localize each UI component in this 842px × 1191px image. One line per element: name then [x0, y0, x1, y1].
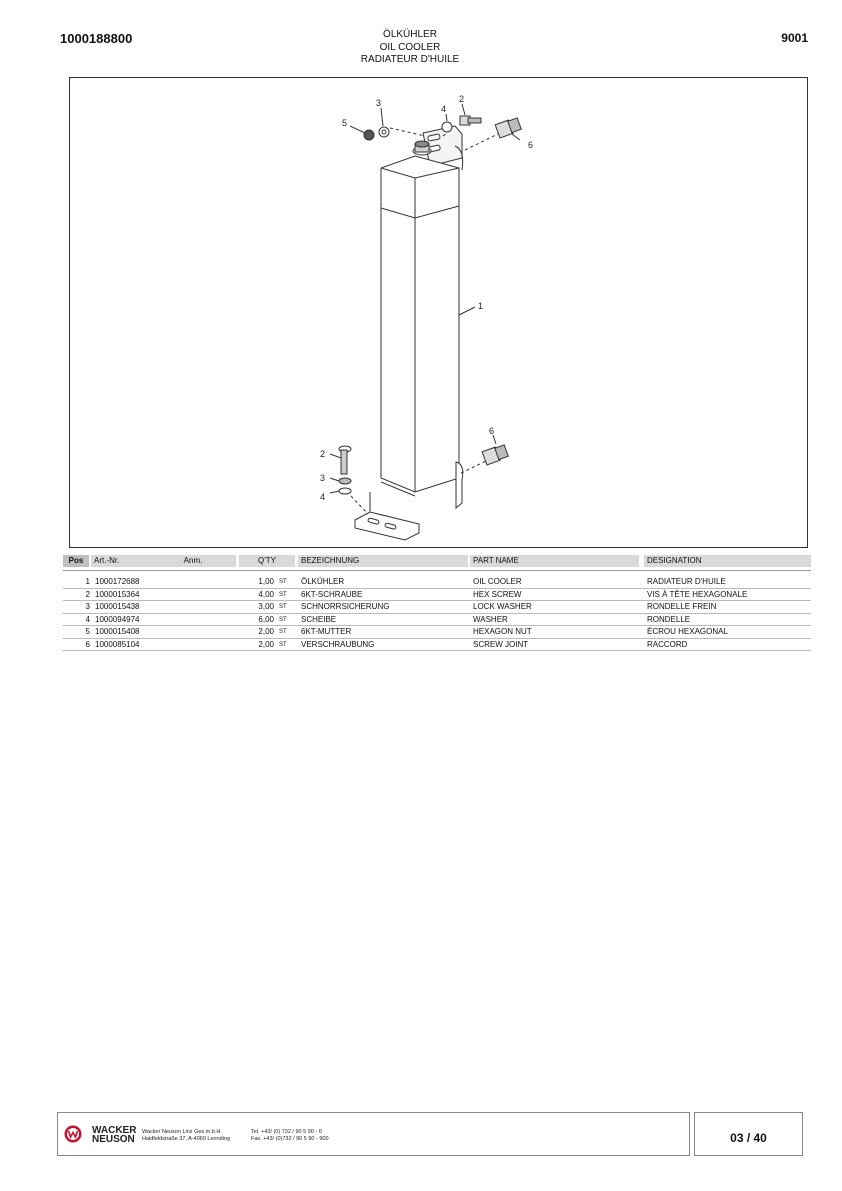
- cell-designation: ÉCROU HEXAGONAL: [647, 627, 728, 636]
- table-row: [63, 589, 811, 602]
- cell-qty: 2,00: [258, 627, 274, 636]
- fax: Fax. +43/ (0)732 / 90 5 90 - 900: [251, 1136, 329, 1142]
- cell-qty: 6,00: [258, 614, 274, 624]
- callout-3-lower: 3: [320, 473, 326, 483]
- callout-6: 6: [528, 140, 534, 150]
- header-designation: DESIGNATION: [644, 555, 811, 567]
- cell-designation: VIS À TÊTE HEXAGONALE: [647, 589, 748, 599]
- cell-bezeichnung: 6KT-MUTTER: [301, 627, 352, 636]
- callout-6-lower: 6: [489, 426, 495, 436]
- cell-part-name: LOCK WASHER: [473, 602, 532, 611]
- cell-bezeichnung: 6KT-SCHRAUBE: [301, 589, 363, 599]
- document-number: 1000188800: [60, 31, 133, 46]
- cell-unit: ST: [279, 591, 287, 598]
- cell-part-name: HEXAGON NUT: [473, 627, 532, 636]
- cell-pos: 5: [85, 627, 90, 636]
- header-qty: Q'TY: [239, 555, 295, 567]
- callout-4-lower: 4: [320, 492, 326, 502]
- cell-bezeichnung: SCHEIBE: [301, 614, 337, 624]
- cell-qty: 3,00: [258, 602, 274, 611]
- callout-1: 1: [478, 301, 484, 311]
- oil-cooler-illustration: [70, 78, 807, 547]
- cell-designation: RADIATEUR D'HUILE: [647, 577, 726, 586]
- parts-table-header: [63, 555, 811, 568]
- company-name: Wacker Neuson Linz Ges.m.b.H.: [142, 1129, 222, 1135]
- exploded-parts-drawing: [69, 77, 808, 548]
- table-row: [63, 614, 811, 627]
- callout-2: 2: [459, 94, 465, 104]
- cell-designation: RONDELLE: [647, 614, 691, 624]
- callout-3: 3: [376, 98, 382, 108]
- cell-unit: ST: [279, 616, 287, 623]
- cell-designation: RACCORD: [647, 639, 688, 649]
- brand-line-2: NEUSON: [92, 1134, 135, 1145]
- cell-art-nr: 1000015364: [95, 589, 140, 599]
- cell-unit: ST: [279, 579, 287, 585]
- page-number: 03 / 40: [730, 1131, 767, 1145]
- company-contact: [251, 1129, 329, 1143]
- cell-unit: ST: [279, 629, 287, 635]
- cell-part-name: WASHER: [473, 614, 508, 624]
- table-row: [63, 601, 811, 614]
- cell-art-nr: 1000094974: [95, 614, 140, 624]
- brand-name: [92, 1126, 136, 1144]
- cell-art-nr: 1000015408: [95, 627, 140, 636]
- header-part-name: PART NAME: [470, 555, 639, 567]
- telephone: Tel. +43/ (0) 732 / 90 5 90 - 0: [251, 1129, 322, 1135]
- cell-part-name: SCREW JOINT: [473, 639, 529, 649]
- document-title: [300, 29, 520, 67]
- callout-2-lower: 2: [320, 449, 326, 459]
- header-pos: Pos: [63, 555, 89, 567]
- header-divider: [63, 570, 811, 571]
- footer-company-box: [57, 1112, 690, 1156]
- callout-5: 5: [342, 118, 348, 128]
- cell-art-nr: 1000172688: [95, 577, 140, 586]
- cell-designation: RONDELLE FREIN: [647, 602, 717, 611]
- cell-bezeichnung: ÖLKÜHLER: [301, 577, 345, 586]
- cell-pos: 3: [85, 602, 90, 611]
- title-english: OIL COOLER: [379, 41, 441, 53]
- title-french: RADIATEUR D'HUILE: [360, 54, 460, 65]
- header-art-nr: Art.-Nr.: [91, 555, 150, 567]
- company-address: [142, 1129, 230, 1143]
- table-row: [63, 626, 811, 639]
- group-code: 9001: [781, 31, 808, 45]
- cell-part-name: OIL COOLER: [473, 577, 522, 586]
- cell-pos: 2: [85, 589, 90, 599]
- cell-qty: 2,00: [258, 639, 274, 649]
- cell-bezeichnung: SCHNORRSICHERUNG: [301, 602, 390, 611]
- header-anm: Anm.: [150, 555, 236, 567]
- brand-line-1: WACKER: [92, 1125, 137, 1136]
- cell-bezeichnung: VERSCHRAUBUNG: [301, 639, 375, 649]
- parts-table-body: [63, 576, 811, 651]
- table-row: [63, 639, 811, 652]
- table-row: [63, 576, 811, 589]
- cell-pos: 4: [85, 614, 90, 624]
- cell-pos: 6: [85, 639, 90, 649]
- cell-unit: ST: [279, 641, 287, 648]
- wacker-neuson-logo-icon: [64, 1125, 82, 1143]
- header-bezeichnung: BEZEICHNUNG: [298, 555, 468, 567]
- cell-unit: ST: [279, 604, 287, 610]
- cell-pos: 1: [85, 577, 90, 586]
- cell-qty: 4,00: [258, 589, 274, 599]
- street-address: Haidfeldstraße 37, A-4060 Leonding: [142, 1136, 231, 1142]
- callout-4: 4: [441, 104, 447, 114]
- cell-art-nr: 1000015438: [95, 602, 140, 611]
- parts-table: [63, 555, 811, 649]
- cell-art-nr: 1000085104: [95, 639, 140, 649]
- page-number-box: [694, 1112, 803, 1156]
- title-german: ÖLKÜHLER: [383, 29, 437, 40]
- cell-part-name: HEX SCREW: [473, 589, 522, 599]
- cell-qty: 1,00: [258, 577, 274, 586]
